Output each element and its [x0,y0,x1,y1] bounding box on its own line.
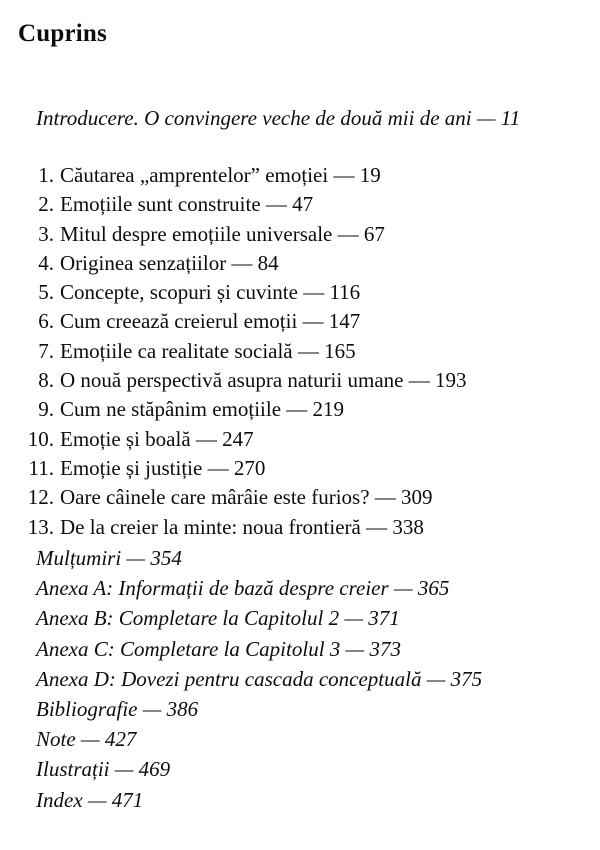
chapter-entry-9[interactable] [26,395,586,424]
chapter-number: 2. [38,192,54,217]
chapter-title-and-page: Căutarea „amprentelor” emoției — 19 [60,163,381,187]
chapter-entry-3[interactable] [26,220,586,249]
back-matter-entry-multumiri[interactable]: Mulțumiri — 354 [36,546,182,570]
chapter-number: 7. [38,338,54,363]
chapter-entry-5[interactable] [26,278,586,307]
chapter-number: 10. [27,426,54,451]
chapter-number: 6. [38,309,54,334]
chapter-number: 8. [38,368,54,393]
back-matter-entry-anexa-b[interactable]: Anexa B: Completare la Capitolul 2 — 371 [36,606,400,631]
chapter-number: 9. [38,397,54,422]
front-matter-list [36,103,576,133]
chapter-number: 5. [38,280,54,305]
chapter-title-and-page: Concepte, scopuri și cuvinte — 116 [60,280,361,305]
chapter-number: 1. [38,163,54,187]
chapter-entry-8[interactable] [26,366,586,395]
chapter-title-and-page: Cum ne stăpânim emoțiile — 219 [60,397,345,422]
chapter-title-and-page: Emoție și justiție — 270 [60,455,266,480]
chapter-list [26,161,586,542]
chapter-number: 12. [27,485,54,510]
chapter-number: 4. [38,250,54,275]
chapter-number: 3. [38,221,54,246]
chapter-entry-1[interactable] [26,161,586,190]
chapter-title-and-page: Emoție și boală — 247 [60,426,254,451]
back-matter-entry-anexa-c[interactable]: Anexa C: Completare la Capitolul 3 — 373 [36,636,401,661]
back-matter-entry-bibliografie[interactable]: Bibliografie — 386 [36,697,199,722]
chapter-number: 13. [27,514,54,539]
chapter-title-and-page: Oare câinele care mârâie este furios? — 309 [60,485,433,510]
chapter-title-and-page: Emoțiile sunt construite — 47 [60,192,314,217]
chapter-title-and-page: Cum creează creierul emoții — 147 [60,309,361,334]
chapter-entry-6[interactable] [26,307,586,336]
chapter-entry-11[interactable] [26,454,586,483]
chapter-entry-4[interactable] [26,249,586,278]
chapter-number: 11. [28,455,54,480]
chapter-title-and-page: Mitul despre emoțiile universale — 67 [60,221,385,246]
back-matter-entry-index[interactable]: Index — 471 [36,787,144,812]
chapter-title-and-page: O nouă perspectivă asupra naturii umane — 193 [60,368,467,393]
back-matter-entry-note[interactable]: Note — 427 [36,727,137,752]
chapter-title-and-page: Originea senzațiilor — 84 [60,250,279,275]
front-matter-entry-introducere[interactable]: Introducere. O convingere veche de două mii de ani — 11 [36,106,521,130]
page-title: Cuprins [18,20,107,47]
chapter-title-and-page: De la creier la minte: noua frontieră — 338 [60,514,424,539]
back-matter-entry-ilustratii[interactable]: Ilustrații — 469 [36,757,171,782]
chapter-title-and-page: Emoțiile ca realitate socială — 165 [60,338,356,363]
chapter-entry-13[interactable] [26,513,586,542]
chapter-entry-2[interactable] [26,190,586,219]
back-matter-entry-anexa-a[interactable]: Anexa A: Informații de bază despre creier — 365 [36,576,450,601]
chapter-entry-12[interactable] [26,483,586,512]
back-matter-list [36,543,596,815]
back-matter-entry-anexa-d[interactable]: Anexa D: Dovezi pentru cascada conceptuală — 375 [36,666,483,691]
chapter-entry-10[interactable] [26,425,586,454]
chapter-entry-7[interactable] [26,337,586,366]
